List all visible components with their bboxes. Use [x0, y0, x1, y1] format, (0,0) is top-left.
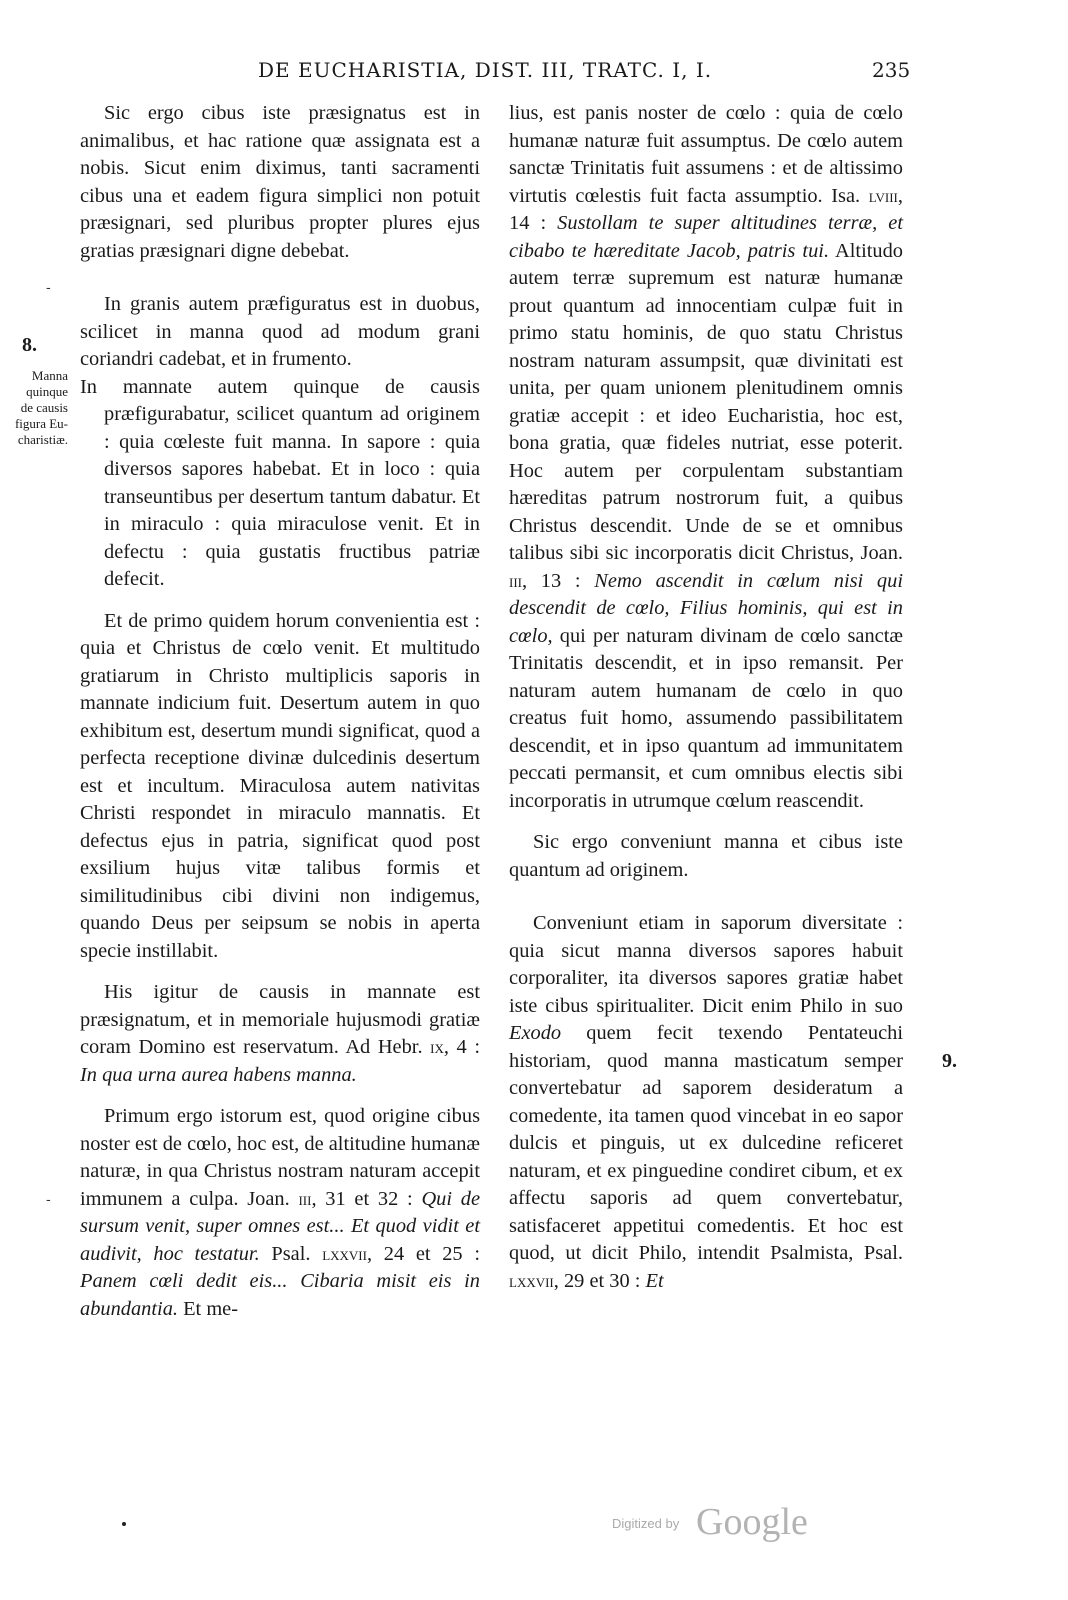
margin-note-line: de causis: [20, 400, 68, 415]
paragraph: Sic ergo conveniunt manna et cibus iste quantum ad originem.: [509, 831, 903, 881]
text: lius, est panis noster de cœlo : quia de cœlo humanæ naturæ fuit assumptus. De cœlo autem sanctæ Trinitatis fuit assumens : et de altissimo virtutis cœlestis fuit facta assumptio. Isa.: [509, 102, 903, 207]
text: qui per naturam divinam de cœlo sanctæ Trinitatis descendit, et in ipso remansit. Per naturam autem humanam de cœlo in quo creatus fuit homo, assumendo passibilitatem descendit, et in ipso quantum ad immunitatem peccati permansit, et cum omnibus electis sibi incorporatis in utrumque cœlum reascendit.: [509, 624, 903, 812]
paragraph: [80, 979, 480, 1089]
paragraph: [80, 374, 480, 594]
text: Altitudo autem terræ supremum est naturæ humanæ prout quantum ad innocentiam culpæ fuit in primo statu hominis, de quo statu Christus nostram naturam assumpsit, quæ divinitati est unita, per quam unionem plenitudinem omnis gratiæ accepit : et ideo Eucharistia, hoc est, bona gratia, quæ fideles nutriat, esse poterit. Hoc autem per corpulentam substantiam hæreditas patrum nostrorum fuit, a quibus Christus descendit. Unde de se et omnibus talibus sibi sic incorporatis dicit Christus, Joan.: [509, 239, 903, 564]
citation: lxxvii: [509, 1270, 554, 1291]
google-logo: Google: [696, 1501, 808, 1543]
citation: iii: [298, 1188, 312, 1209]
margin-section-number-8: 8.: [22, 334, 37, 356]
paragraph: [509, 910, 903, 1295]
margin-mark: -: [46, 1192, 51, 1208]
margin-note: [2, 368, 68, 448]
quotation: Nemo ascendit in cœlum nisi qui descendit de cœlo, Filius hominis, qui est in cœlo,: [509, 569, 903, 647]
margin-note-line: quinque: [26, 384, 68, 399]
text: His igitur de causis in mannate est præsignatum, et in memoriale hujusmodi gratiæ coram Domino est reservatum. Ad Hebr.: [80, 981, 480, 1058]
paragraph-text: In mannate autem quinque de causis præfigurabatur, scilicet quantum ad originem : quia cœleste fuit manna. In sapore : quia diversos sapores habebat. Et in loco : quia transeuntibus per desertum tantum dabatur. Et in miraculo : quia miraculose venit. Et in defectu : quia gustatis fructibus patriæ defecit.: [80, 375, 480, 590]
page-speck: [122, 1522, 126, 1526]
margin-note-line: figura Eu-: [14, 416, 68, 431]
citation: ix: [430, 1037, 444, 1057]
text: , 31 et 32 :: [311, 1187, 422, 1210]
digitized-label: Digitized by: [612, 1516, 680, 1531]
paragraph: Et de primo quidem horum convenientia est : quia et Christus de cœlo venit. Et multitudo gratiarum in Christo multiplicis saporis in mannate indicium fuit. Desertum autem in quo exhibitum est, desertum mundi significat, quod a perfecta receptione divinæ dulcedinis desertum est et incultum. Miraculosa autem nativitas Christi respondet in miraculo mannatis. Et defectus ejus in patria, significat quod post exsilium hujus vitæ talibus formis et similitudinibus cibi divini non indigemus, quando Deus per seipsum se nobis in aperta specie instillabit.: [80, 609, 480, 962]
text: , 14 :: [509, 184, 903, 234]
paragraph: [80, 1103, 480, 1323]
citation: lxxvii: [322, 1243, 367, 1264]
page-header: [0, 58, 1068, 90]
quotation: In qua urna aurea habens manna.: [80, 1063, 357, 1086]
page-number: 235: [872, 58, 911, 82]
text: Primum ergo istorum est, quod origine cibus noster est de cœlo, hoc est, de altitudine humanæ naturæ, in qua Christus nostram naturam accepit immunem a culpa. Joan.: [80, 1105, 480, 1210]
margin-note-line: Manna: [31, 368, 68, 383]
emphasis: Exodo: [509, 1022, 562, 1044]
margin-mark: -: [46, 280, 51, 296]
quotation: Panem cœli dedit eis... Cibaria misit eis in abundantia.: [80, 1270, 480, 1320]
margin-section-number-9: 9.: [942, 1050, 957, 1072]
text: Et me-: [178, 1297, 239, 1320]
margin-note-line: charistiæ.: [17, 432, 68, 447]
text: , 29 et 30 :: [553, 1269, 646, 1292]
text: Conveniunt etiam in saporum diversitate : quia sicut manna diversos sapores habuit corporaliter, ita diversos sapores gratiæ habet iste cibus spiritualiter. Dicit enim Philo in suo: [509, 912, 903, 1017]
quotation: Et: [645, 1269, 664, 1292]
text: Psal.: [259, 1242, 323, 1265]
citation: lviii: [868, 185, 898, 206]
left-column: [80, 100, 480, 1323]
paragraph: [509, 100, 903, 815]
text: , 24 et 25 :: [366, 1242, 480, 1265]
text: , 4 :: [443, 1036, 481, 1058]
paragraph: In granis autem præfiguratus est in duobus, scilicet in manna quod ad modum grani coriandri cadebat, et in frumento.: [80, 293, 480, 370]
citation: iii: [509, 570, 522, 591]
running-title: DE EUCHARISTIA, DIST. III, TRATC. I, I.: [258, 58, 713, 82]
text: quem fecit texendo Pentateuchi historiam, quod manna masticatum semper convertebatur ad saporem desideratum a comedente, ita tamen quod vincebat in eo sapor dulcis et pinguis, ut ex dulcedine reficeret naturam, et ex pinguedine condiret cibum, et ex affectu saporis ad quem convertebatur, satisfaceret appetitui comedentis. Et hoc est quod, ut dicit Philo, intendit Psalmista, Psal.: [509, 1022, 903, 1264]
paragraph: Sic ergo cibus iste præsignatus est in animalibus, et hac ratione quæ assignata est a nobis. Sicut enim diximus, tanti sacramenti cibus una et eadem figura simplici non potuit præsignari, sed pluribus propter plures ejus gratias præsignari digne debebat.: [80, 102, 480, 262]
right-column: [509, 100, 903, 1295]
quotation: Qui de sursum venit, super omnes est... Et quod vidit et audivit, hoc testatur.: [80, 1187, 481, 1265]
quotation: Sustollam te super altitudines terræ, et cibabo te hæreditate Jacob, patris tui.: [509, 212, 903, 262]
text: , 13 :: [522, 569, 595, 592]
